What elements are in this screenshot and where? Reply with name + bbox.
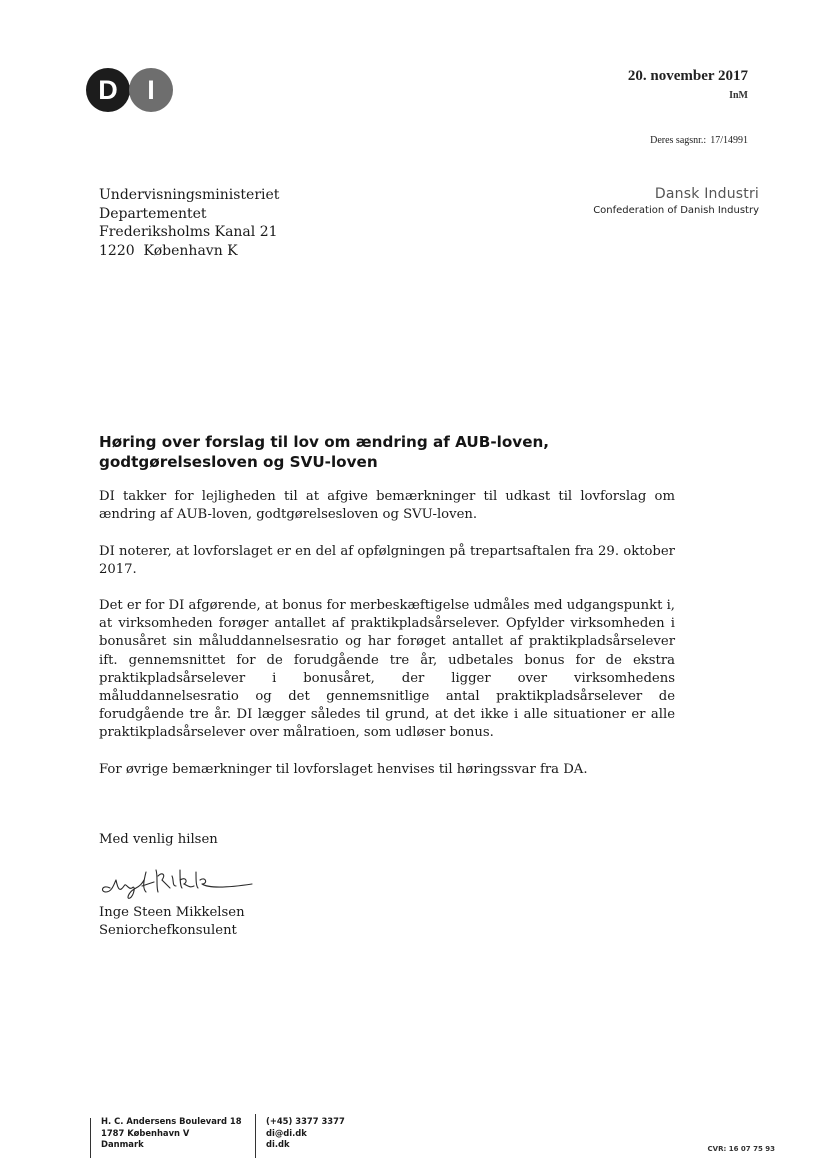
recipient-line: Frederiksholms Kanal 21	[99, 224, 278, 240]
organization-subtitle: Confederation of Danish Industry	[593, 205, 759, 216]
case-reference	[650, 135, 748, 146]
recipient-line: 1220 København K	[99, 242, 238, 259]
di-logo	[86, 68, 174, 112]
case-reference-value: 17/14991	[710, 135, 748, 146]
footer-address	[101, 1116, 242, 1151]
recipient-line: Departementet	[99, 205, 207, 222]
recipient-line: Undervisningsministeriet	[99, 187, 280, 203]
letter-subject: Høring over forslag til lov om ændring af AUB-loven, godtgørelsesloven og SVU-loven	[99, 433, 550, 471]
logo-letter-d: D	[86, 68, 130, 112]
signer-block	[99, 904, 245, 940]
footer-email: di@di.dk	[266, 1127, 307, 1138]
footer-website: di.dk	[266, 1139, 290, 1149]
body-paragraph: DI noterer, at lovforslaget er en del af opfølgningen på trepartsaftalen fra 29. oktober 2017.	[99, 544, 675, 578]
organization-name: Dansk Industri	[654, 186, 759, 202]
signer-title: Seniorchefkonsulent	[99, 923, 237, 938]
footer-contact	[266, 1116, 345, 1151]
handwritten-signature	[96, 862, 256, 900]
footer-cvr: CVR: 16 07 75 93	[707, 1145, 775, 1153]
footer-phone: (+45) 3377 3377	[266, 1116, 345, 1126]
signer-name: Inge Steen Mikkelsen	[99, 905, 245, 920]
footer-address-line: Danmark	[101, 1139, 144, 1149]
body-paragraph: Det er for DI afgørende, at bonus for merbeskæftigelse udmåles med udgangspunkt i, at virksomheden forøger antallet af praktikpladsårselever. Opfylder virksomheden i bonusåret sin måluddannelsesratio og har forøget antallet af praktikpladsårselever ift. gennemsnittet for de forudgående tre år, udbetales bonus for de ekstra praktikpladsårselever i bonusåret, der ligger over virksomhedens måluddannelsesratio og det gennemsnitlige antal praktikpladsårselever de forudgående tre år. DI lægger således til grund, at det ikke i alle situationer er alle praktikpladsårselever over målratioen, som udløser bonus.	[99, 598, 675, 741]
footer-divider	[255, 1114, 256, 1158]
closing-salutation: Med venlig hilsen	[99, 832, 218, 847]
body-paragraph: DI takker for lejligheden til at afgive bemærkninger til udkast til lovforslag om ændring af AUB-loven, godtgørelsesloven og SVU-loven.	[99, 489, 675, 523]
sender-initials: InM	[729, 90, 748, 101]
footer-address-line: 1787 København V	[101, 1127, 190, 1138]
recipient-address	[99, 186, 279, 260]
body-paragraph: For øvrige bemærkninger til lovforslaget henvises til høringssvar fra DA.	[99, 762, 588, 777]
case-reference-label: Deres sagsnr.:	[650, 135, 707, 146]
footer-divider	[90, 1118, 91, 1158]
logo-letter-i: I	[129, 68, 173, 112]
letter-date: 20. november 2017	[627, 68, 748, 84]
footer-address-line: H. C. Andersens Boulevard 18	[101, 1116, 242, 1126]
